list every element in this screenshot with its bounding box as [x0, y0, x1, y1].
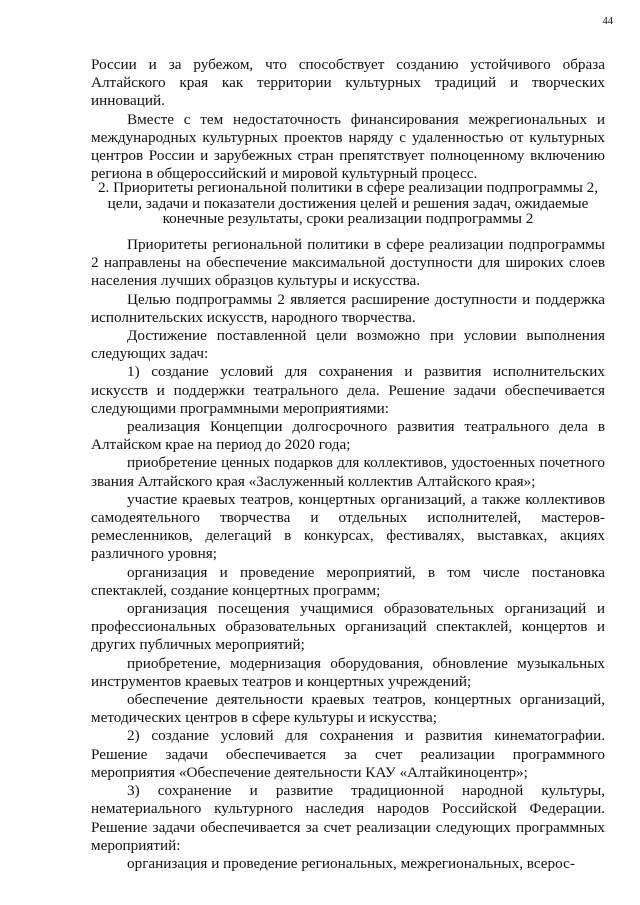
- paragraph: России и за рубежом, что способствует созданию устойчивого образа Алтайского края как территории культурных традиций и творческих инноваций.: [91, 56, 605, 110]
- list-item: организация и проведение мероприятий, в том числе постановка спектаклей, создание концертных программ;: [91, 563, 605, 599]
- paragraph: Целью подпрограммы 2 является расширение доступности и поддержка исполнительских искусств, народного творчества.: [91, 290, 605, 326]
- main-text-block: [91, 236, 605, 873]
- list-item: приобретение, модернизация оборудования, обновление музыкальных инструментов краевых театров и концертных учреждений;: [91, 654, 605, 690]
- list-item: организация и проведение региональных, межрегиональных, всерос-: [127, 854, 575, 872]
- list-item: 1) создание условий для сохранения и развития исполнительских искусств и поддержки театрального дела. Решение задачи обеспечивается следующими программными мероприятиями:: [91, 363, 605, 417]
- list-item: организация посещения учащимися образовательных организаций и профессиональных образовательных организаций спектаклей, концертов и других публичных мероприятий;: [91, 600, 605, 654]
- list-item: обеспечение деятельности краевых театров, концертных организаций, методических центров в сфере культуры и искусства;: [91, 691, 605, 727]
- paragraph: Приоритеты региональной политики в сфере реализации подпрограммы 2 направлены на обеспечение максимальной доступности для широких слоев населения лучших образцов культуры и искусства.: [91, 236, 605, 290]
- list-item: участие краевых театров, концертных организаций, а также коллективов самодеятельного творчества и отдельных исполнителей, мастеров-ремесленников, делегаций в конкурсах, фестивалях, выставках, акциях различного уровня;: [91, 490, 605, 563]
- list-item: 2) создание условий для сохранения и развития кинематографии. Решение задачи обеспечивается за счет реализации программного мероприятия «Обеспечение деятельности КАУ «Алтайкиноцентр»;: [91, 727, 605, 781]
- list-item: реализация Концепции долгосрочного развития театрального дела в Алтайском крае на период до 2020 года;: [91, 418, 605, 454]
- page-number: 44: [602, 16, 613, 27]
- paragraph: Вместе с тем недостаточность финансирования межрегиональных и международных культурных проектов наряду с удаленностью от культурных центров России и зарубежных стран препятствует полноценному включению региона в общероссийский и мировой культурный процесс.: [91, 110, 605, 183]
- list-item: приобретение ценных подарков для коллективов, удостоенных почетного звания Алтайского края «Заслуженный коллектив Алтайского края»;: [91, 454, 605, 490]
- section-heading: 2. Приоритеты региональной политики в сфере реализации подпрограммы 2, цели, задачи и показатели достижения целей и решения задач, ожидаемые конечные результаты, сроки реализации подпрограммы 2: [97, 179, 599, 227]
- intro-text-block: [91, 56, 605, 183]
- list-item: 3) сохранение и развитие традиционной народной культуры, нематериального культурного наследия народов Российской Федерации. Решение задачи обеспечивается за счет реализации следующих программных мероприятий:: [91, 782, 605, 854]
- paragraph: Достижение поставленной цели возможно при условии выполнения следующих задач:: [91, 327, 605, 363]
